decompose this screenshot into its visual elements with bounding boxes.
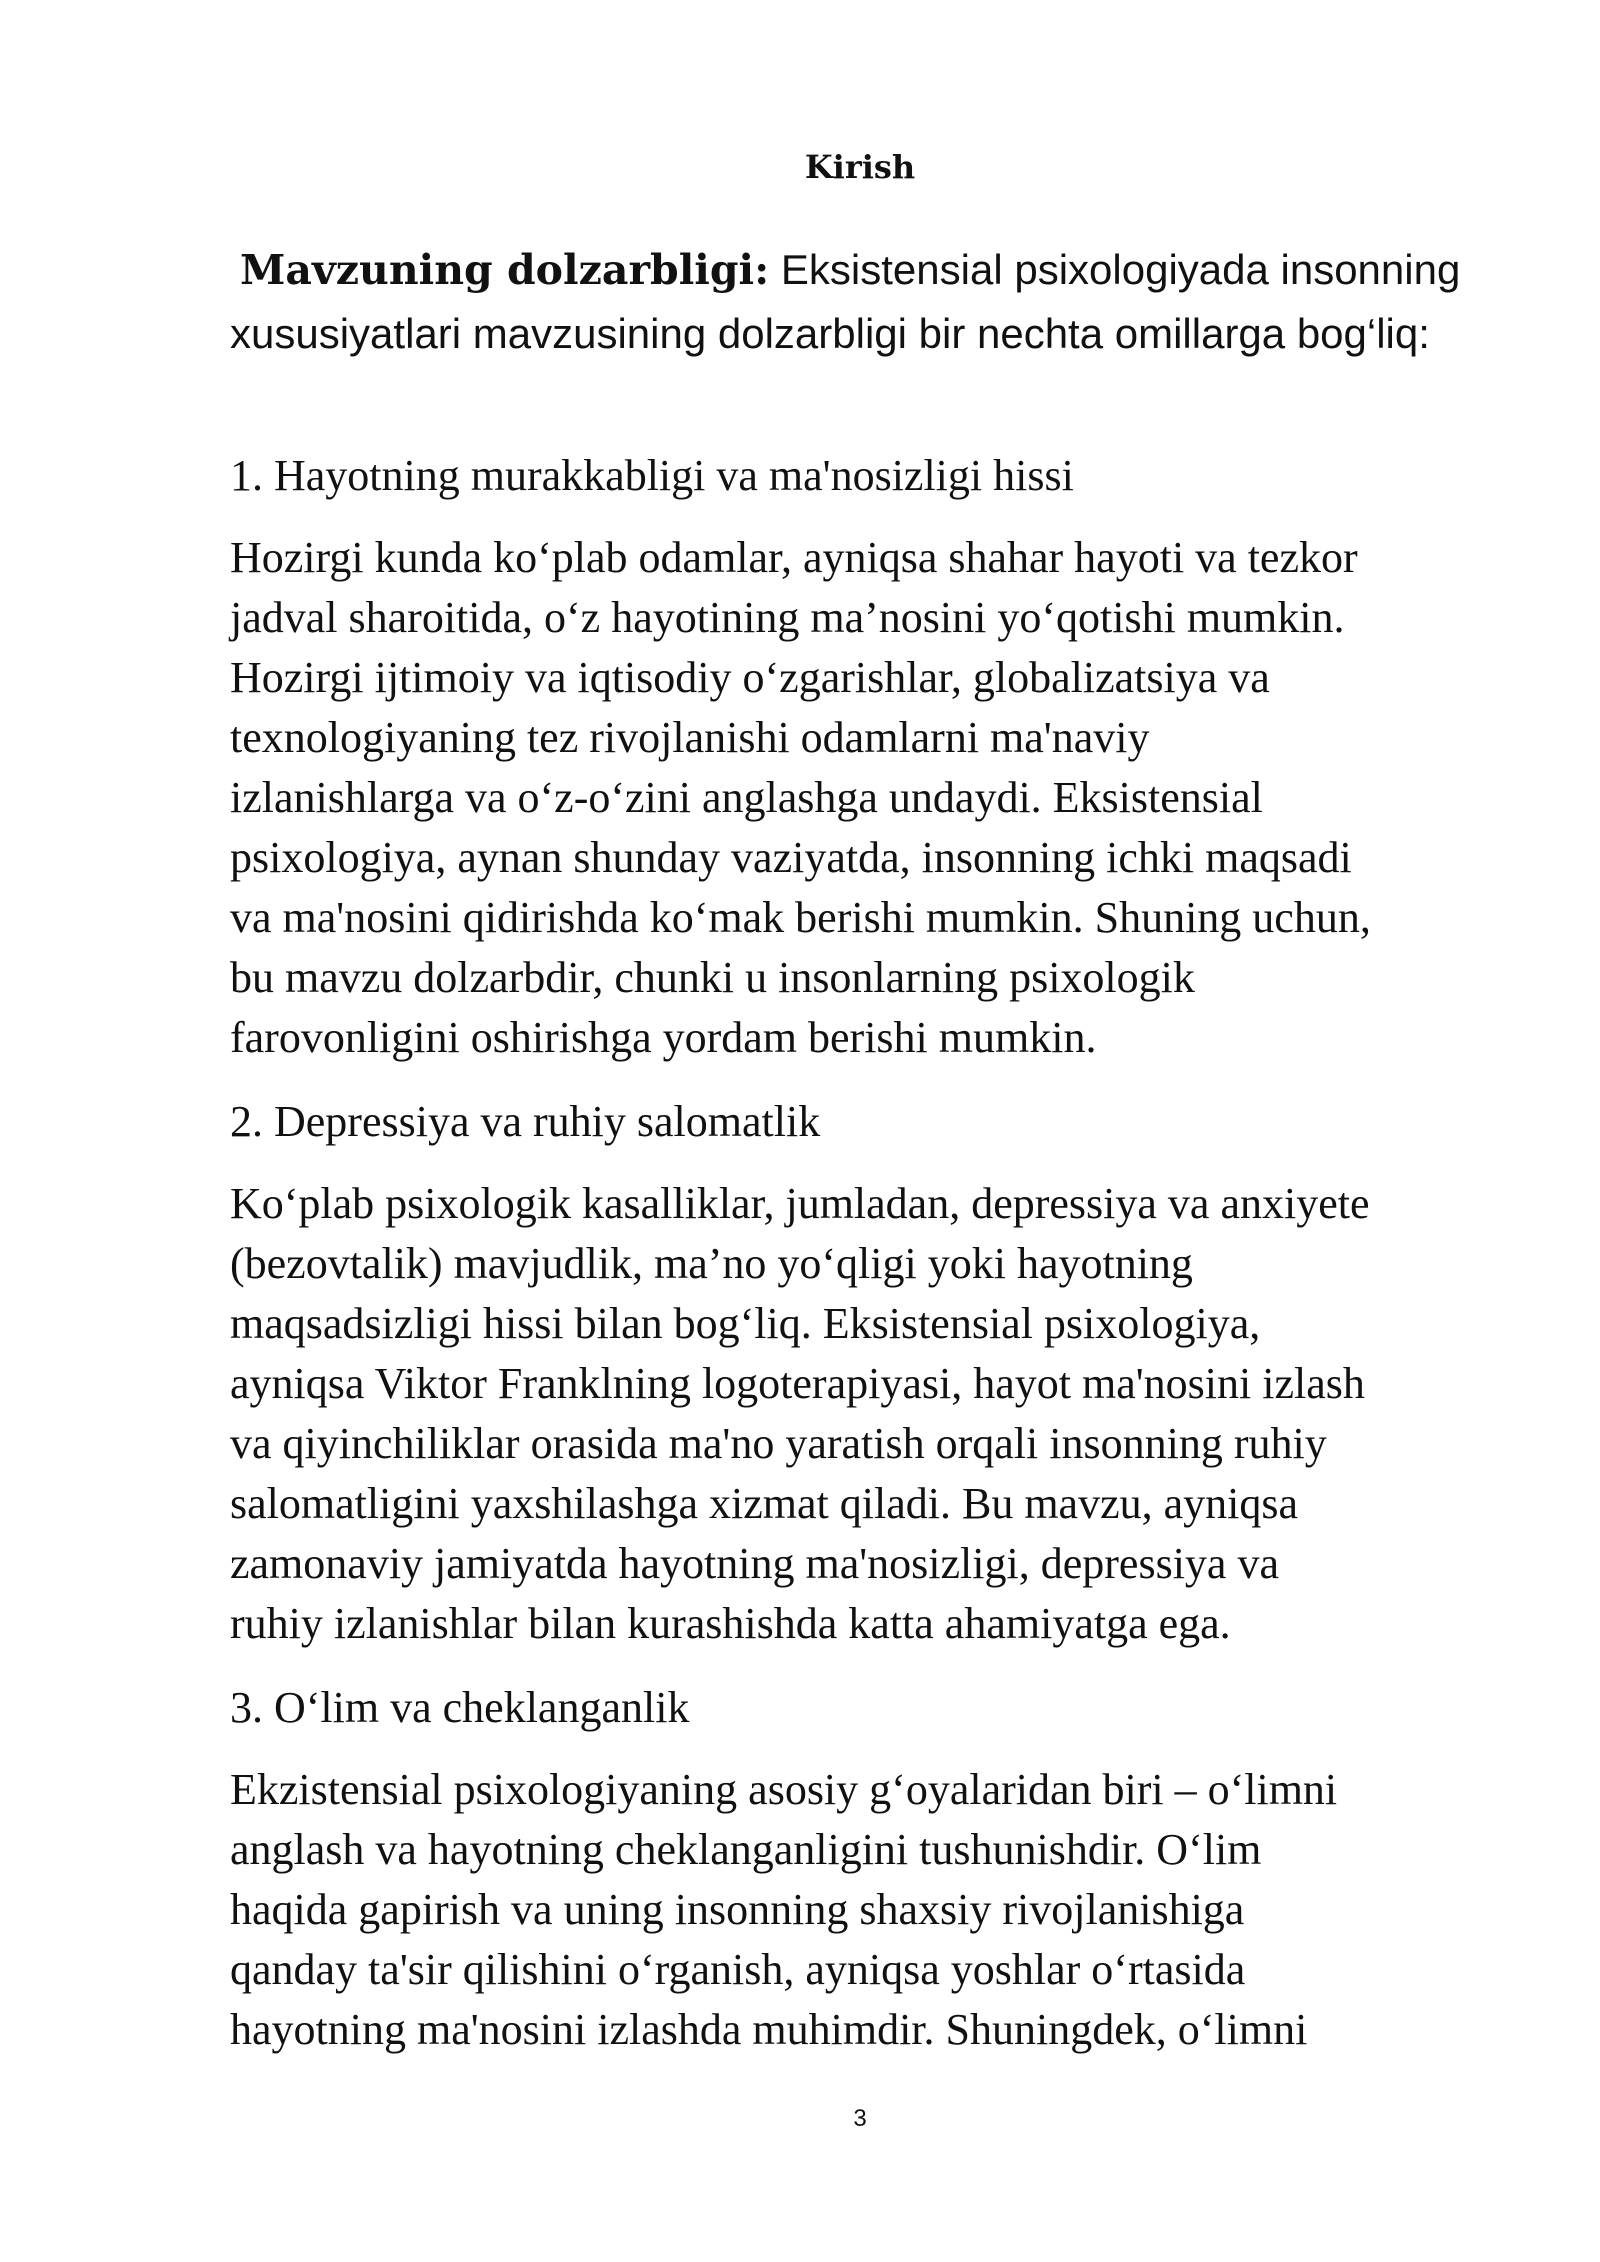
section-title-1: 1. Hayotning murakkabligi va ma'nosizligi hissi — [230, 451, 1074, 500]
section-text-2: Ko‘plab psixologik kasalliklar, jumladan, depressiya va anxiyete (bezovtalik) mavjudlik, ma’no yo‘qligi yoki hayotning maqsadsizligi hissi bilan bog‘liq. Eksistensial psixologiya, ayniqsa Viktor Franklning logoterapiyasi, hayot ma'nosini izlash va qiyinchiliklar orasida ma'no yaratish orqali insonning ruhiy salomatligini yaxshilashga xizmat qiladi. Bu mavzu, ayniqsa zamonaviy jamiyatda hayotning ma'nosizligi, depressiya va ruhiy izlanishlar bilan kurashishda katta ahamiyatga ega. — [230, 1179, 1370, 1648]
section-text-1: Hozirgi kunda ko‘plab odamlar, ayniqsa shahar hayoti va tezkor jadval sharoitida, o‘z hayotining ma’nosini yo‘qotishi mumkin. Hozirgi ijtimoiy va iqtisodiy o‘zgarishlar, globalizatsiya va texnologiyaning tez rivojlanishi odamlarni ma'naviy izlanishlarga va o‘z-o‘zini anglashga undaydi. Eksistensial psixologiya, aynan shunday vaziyatda, insonning ichki maqsadi va ma'nosini qidirishda ko‘mak berishi mumkin. Shuning uchun, bu mavzu dolzarbdir, chunki u insonlarning psixologik farovonligini oshirishga yordam berishi mumkin. — [230, 533, 1371, 1062]
page-title: Kirish — [804, 148, 916, 186]
lead-text: Eksistensial psixologiyada insonning xususiyatlari mavzusining dolzarbligi bir nechta omillarga bog‘liq: — [230, 246, 1461, 357]
lead-label: Mavzuning dolzarbligi: — [240, 246, 770, 294]
page-number: 3 — [853, 2105, 867, 2132]
section-title-2: 2. Depressiya va ruhiy salomatlik — [230, 1097, 821, 1146]
section-title-3: 3. O‘lim va cheklanganlik — [230, 1683, 690, 1732]
lead-paragraph — [230, 238, 1490, 366]
section-text-3: Ekzistensial psixologiyaning asosiy g‘oyalaridan biri – o‘limni anglash va hayotning cheklanganligini tushunishdir. O‘lim haqida gapirish va uning insonning shaxsiy rivojlanishiga qanday ta'sir qilishini o‘rganish, ayniqsa yoshlar o‘rtasida hayotning ma'nosini izlashda muhimdir. Shuningdek, o‘limni — [230, 1765, 1338, 2054]
